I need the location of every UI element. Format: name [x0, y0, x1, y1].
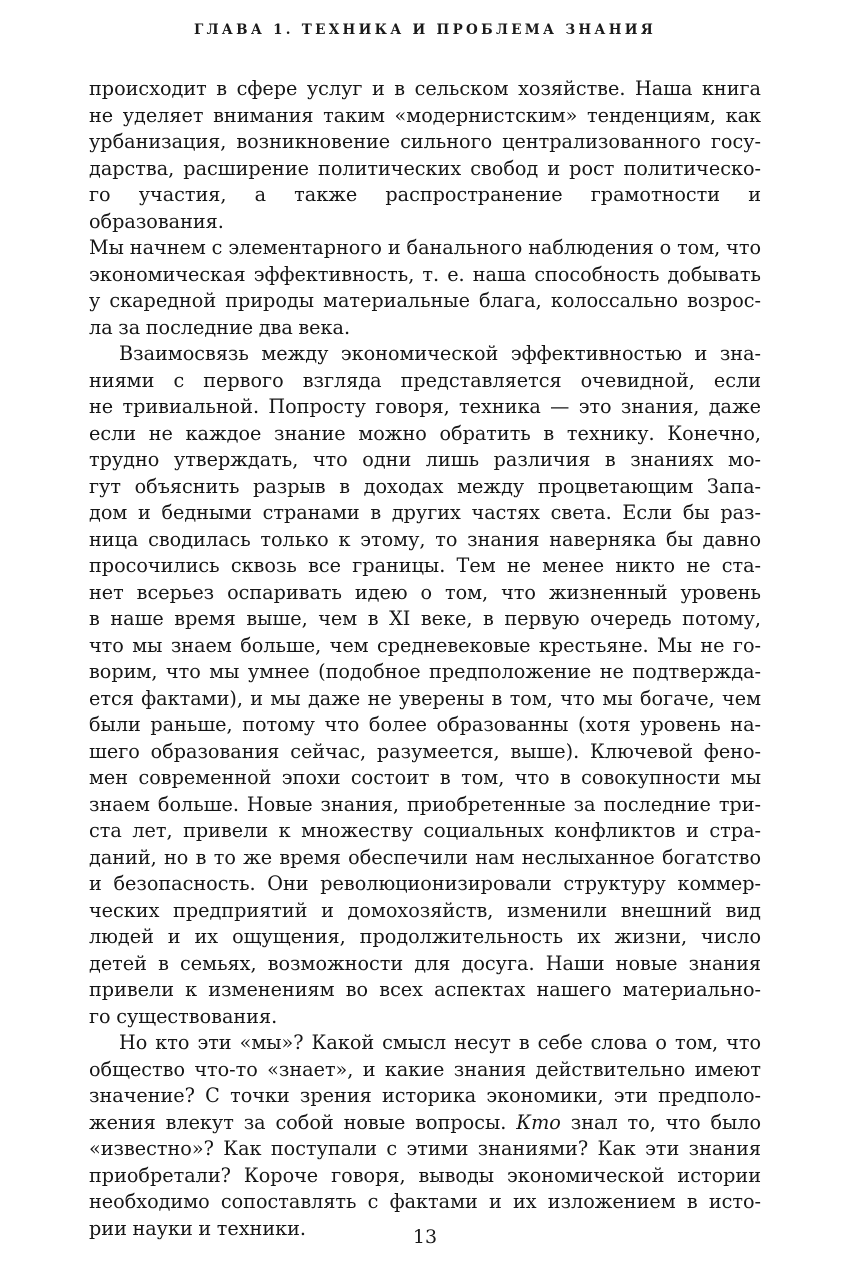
text-line: ниями с первого взгляда представляется очевидной, если — [89, 368, 761, 392]
text-line: дарства, расширение политических свобод и рост политическо- — [89, 156, 761, 180]
text-line: шего образования сейчас, разумеется, выше). Ключевой фено- — [89, 739, 761, 763]
text-line: даний, но в то же время обеспечили нам неслыханное богатство — [89, 845, 761, 869]
text-line: Но кто эти «мы»? Какой смысл несут в себе слова о том, что — [119, 1031, 761, 1054]
text-line: были раньше, потому что более образованны (хотя уровень на- — [89, 713, 761, 736]
text-line: экономическая эффективность, т. е. наша способность добывать — [89, 262, 761, 286]
text-line: у скаредной природы материальные блага, колоссально возрос- — [89, 289, 761, 312]
paragraph-2 — [89, 341, 761, 1030]
text-line: ется фактами), и мы даже не уверены в том, что мы богаче, чем — [89, 686, 761, 710]
text-line: мен современной эпохи состоит в том, что в совокупности мы — [89, 766, 761, 789]
text-line: трудно утверждать, что одни лишь различия в знаниях мо- — [89, 448, 761, 471]
text-line: ческих предприятий и домохозяйств, изменили внешний вид — [89, 898, 761, 922]
text-line: ла за последние два века. — [89, 315, 351, 339]
text-line: ворим, что мы умнее (подобное предположение не подтвержда- — [89, 660, 761, 683]
text-line: Мы начнем с элементарного и банального наблюдения о том, что — [89, 236, 761, 259]
text-line: просочились сквозь все границы. Тем не менее никто не ста- — [89, 554, 761, 577]
italic-word: Кто — [516, 1110, 561, 1134]
text-segment: жения влекут за собой новые вопросы. — [89, 1110, 507, 1134]
text-line: привели к изменениям во всех аспектах нашего материально- — [89, 978, 761, 1001]
running-header: ГЛАВА 1. ТЕХНИКА И ПРОБЛЕМА ЗНАНИЯ — [193, 22, 657, 38]
text-line: ница сводилась только к этому, то знания наверняка бы давно — [89, 527, 761, 551]
text-line: го участия, а также распространение грамотности и образования. — [89, 183, 761, 233]
text-line: гут объяснить разрыв в доходах между процветающим Запа- — [89, 474, 761, 498]
text-line: общество что-то «знает», и какие знания действительно имеют — [89, 1057, 761, 1081]
text-line: не тривиальной. Попросту говоря, техника — это знания, даже — [89, 395, 761, 418]
text-line: дом и бедными странами в других частях света. Если бы раз- — [89, 501, 761, 524]
text-line: людей и их ощущения, продолжительность их жизни, число — [89, 925, 761, 948]
paragraph-3 — [89, 1030, 761, 1242]
text-line: приобретали? Короче говоря, выводы экономической истории — [89, 1163, 761, 1187]
text-line: урбанизация, возникновение сильного централизованного госу- — [89, 130, 761, 153]
page-number: 13 — [412, 1226, 438, 1248]
text-line — [89, 1110, 761, 1137]
text-line: рии науки и техники. — [89, 1216, 306, 1240]
body-text — [89, 76, 761, 1242]
text-line: нет всерьез оспаривать идею о том, что жизненный уровень — [89, 580, 761, 604]
text-line: и безопасность. Они революционизировали структуру коммер- — [89, 872, 761, 895]
text-segment: знал то, что было — [560, 1110, 762, 1134]
text-line: если не каждое знание можно обратить в технику. Конечно, — [89, 421, 761, 445]
text-line: происходит в сфере услуг и в сельском хозяйстве. Наша книга — [89, 77, 761, 100]
text-line: не уделяет внимания таким «модернистским» тенденциям, как — [89, 103, 761, 127]
text-line: ста лет, привели к множеству социальных конфликтов и стра- — [89, 819, 761, 842]
text-line: что мы знаем больше, чем средневековые крестьяне. Мы не го- — [89, 633, 761, 657]
text-line: значение? С точки зрения историка экономики, эти предполо- — [89, 1084, 761, 1107]
paragraph-1 — [89, 76, 761, 341]
text-line: знаем больше. Новые знания, приобретенные за последние три- — [89, 792, 761, 816]
text-line: в наше время выше, чем в XI веке, в первую очередь потому, — [89, 607, 761, 630]
text-line: детей в семьях, возможности для досуга. Наши новые знания — [89, 951, 761, 975]
text-line: го существования. — [89, 1004, 278, 1028]
text-line: Взаимосвязь между экономической эффективностью и зна- — [119, 342, 761, 365]
text-line: необходимо сопоставлять с фактами и их изложением в исто- — [89, 1190, 761, 1213]
text-line: «известно»? Как поступали с этими знаниями? Как эти знания — [89, 1137, 761, 1160]
